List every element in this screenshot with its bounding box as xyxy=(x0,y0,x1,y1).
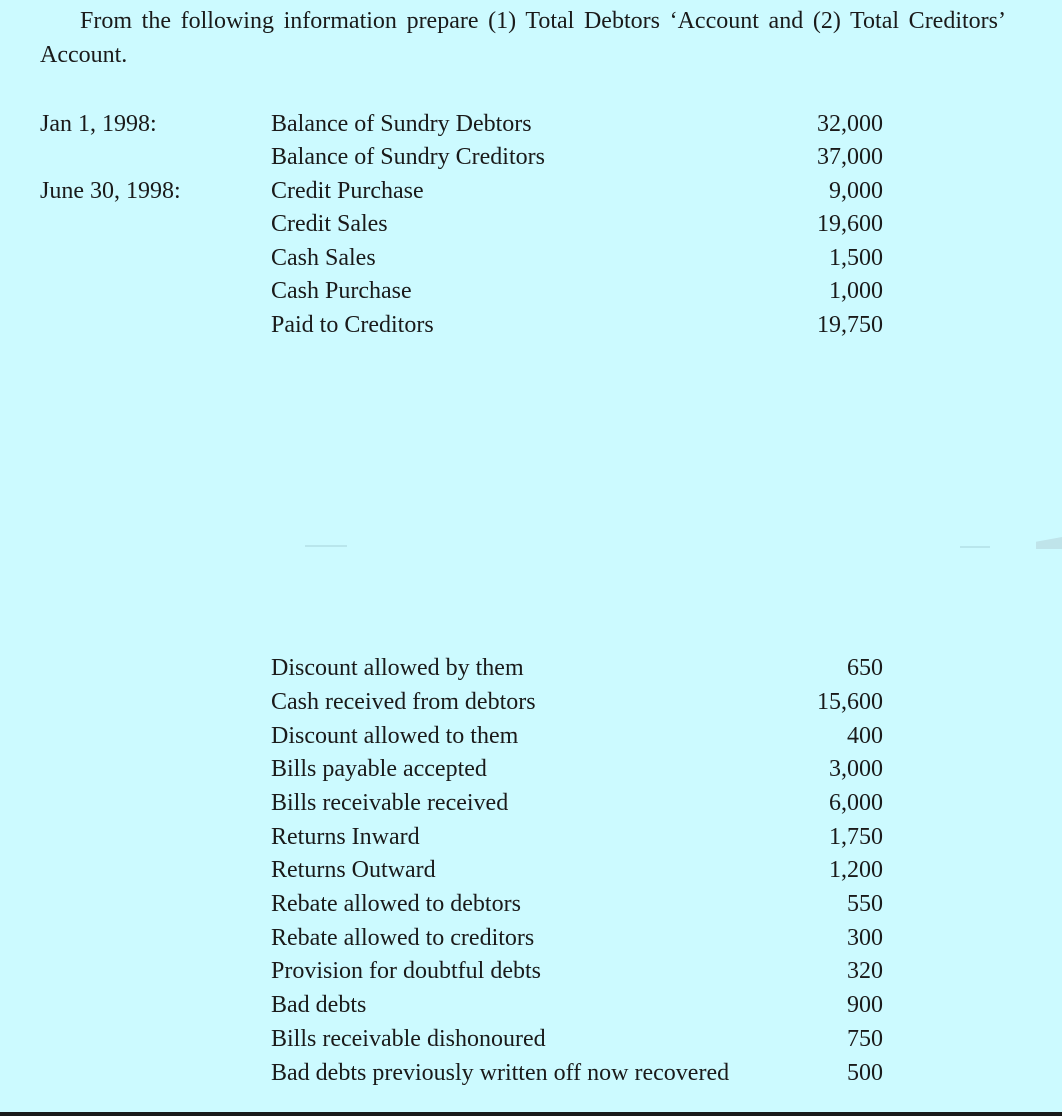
table-row xyxy=(0,820,1062,854)
date-jan: Jan 1, 1998: xyxy=(40,111,157,137)
entry-label: Credit Sales xyxy=(271,211,388,237)
entry-label: Balance of Sundry Creditors xyxy=(271,144,545,170)
entry-amount: 300 xyxy=(847,925,883,951)
problem-statement: From the following information prepare (1) Total Debtors ‘Account and (2) Total Creditors’ Account. xyxy=(40,8,1006,68)
entry-label: Bad debts xyxy=(271,992,367,1018)
entry-amount: 1,750 xyxy=(829,824,883,850)
entry-label: Bad debts previously written off now recovered xyxy=(271,1060,730,1086)
entry-label: Bills payable accepted xyxy=(271,756,487,782)
table-row xyxy=(0,786,1062,820)
table-row xyxy=(0,954,1062,988)
entry-amount: 19,600 xyxy=(817,211,883,237)
entry-label: Cash Sales xyxy=(271,245,376,271)
entry-amount: 3,000 xyxy=(829,756,883,782)
table-row xyxy=(0,1022,1062,1056)
scan-mark xyxy=(305,545,347,547)
entry-label: Cash Purchase xyxy=(271,278,412,304)
entry-amount: 500 xyxy=(847,1060,883,1086)
table-row xyxy=(0,140,1062,174)
entry-amount: 550 xyxy=(847,891,883,917)
entry-amount: 1,500 xyxy=(829,245,883,271)
page-fold-mark xyxy=(1036,537,1062,549)
table-row xyxy=(0,752,1062,786)
entry-label: Balance of Sundry Debtors xyxy=(271,111,532,137)
table-row xyxy=(0,241,1062,275)
table-row xyxy=(0,853,1062,887)
entry-label: Discount allowed to them xyxy=(271,723,519,749)
entry-amount: 32,000 xyxy=(817,111,883,137)
entry-amount: 1,000 xyxy=(829,278,883,304)
entry-amount: 320 xyxy=(847,958,883,984)
entry-amount: 650 xyxy=(847,655,883,681)
table-row xyxy=(0,174,1062,208)
entry-label: Credit Purchase xyxy=(271,178,424,204)
entry-amount: 19,750 xyxy=(817,312,883,338)
entry-amount: 1,200 xyxy=(829,857,883,883)
table-row xyxy=(0,685,1062,719)
table-row xyxy=(0,274,1062,308)
table-row xyxy=(0,207,1062,241)
entry-label: Bills receivable received xyxy=(271,790,509,816)
entry-label: Returns Inward xyxy=(271,824,420,850)
table-row xyxy=(0,1056,1062,1090)
table-row xyxy=(0,921,1062,955)
entry-amount: 400 xyxy=(847,723,883,749)
entry-amount: 6,000 xyxy=(829,790,883,816)
entry-amount: 15,600 xyxy=(817,689,883,715)
entry-label: Paid to Creditors xyxy=(271,312,434,338)
table-row xyxy=(0,719,1062,753)
scan-mark xyxy=(960,546,990,548)
table-row xyxy=(0,988,1062,1022)
entry-label: Provision for doubtful debts xyxy=(271,958,541,984)
entry-amount: 9,000 xyxy=(829,178,883,204)
entry-label: Rebate allowed to debtors xyxy=(271,891,521,917)
date-june: June 30, 1998: xyxy=(40,178,181,204)
entry-label: Cash received from debtors xyxy=(271,689,536,715)
entry-amount: 900 xyxy=(847,992,883,1018)
table-row xyxy=(0,651,1062,685)
table-row xyxy=(0,107,1062,141)
bottom-rule xyxy=(0,1112,1062,1116)
table-row xyxy=(0,308,1062,342)
entry-label: Discount allowed by them xyxy=(271,655,524,681)
entry-amount: 750 xyxy=(847,1026,883,1052)
table-row xyxy=(0,887,1062,921)
entry-label: Bills receivable dishonoured xyxy=(271,1026,546,1052)
entry-label: Returns Outward xyxy=(271,857,436,883)
entry-label: Rebate allowed to creditors xyxy=(271,925,535,951)
entry-amount: 37,000 xyxy=(817,144,883,170)
